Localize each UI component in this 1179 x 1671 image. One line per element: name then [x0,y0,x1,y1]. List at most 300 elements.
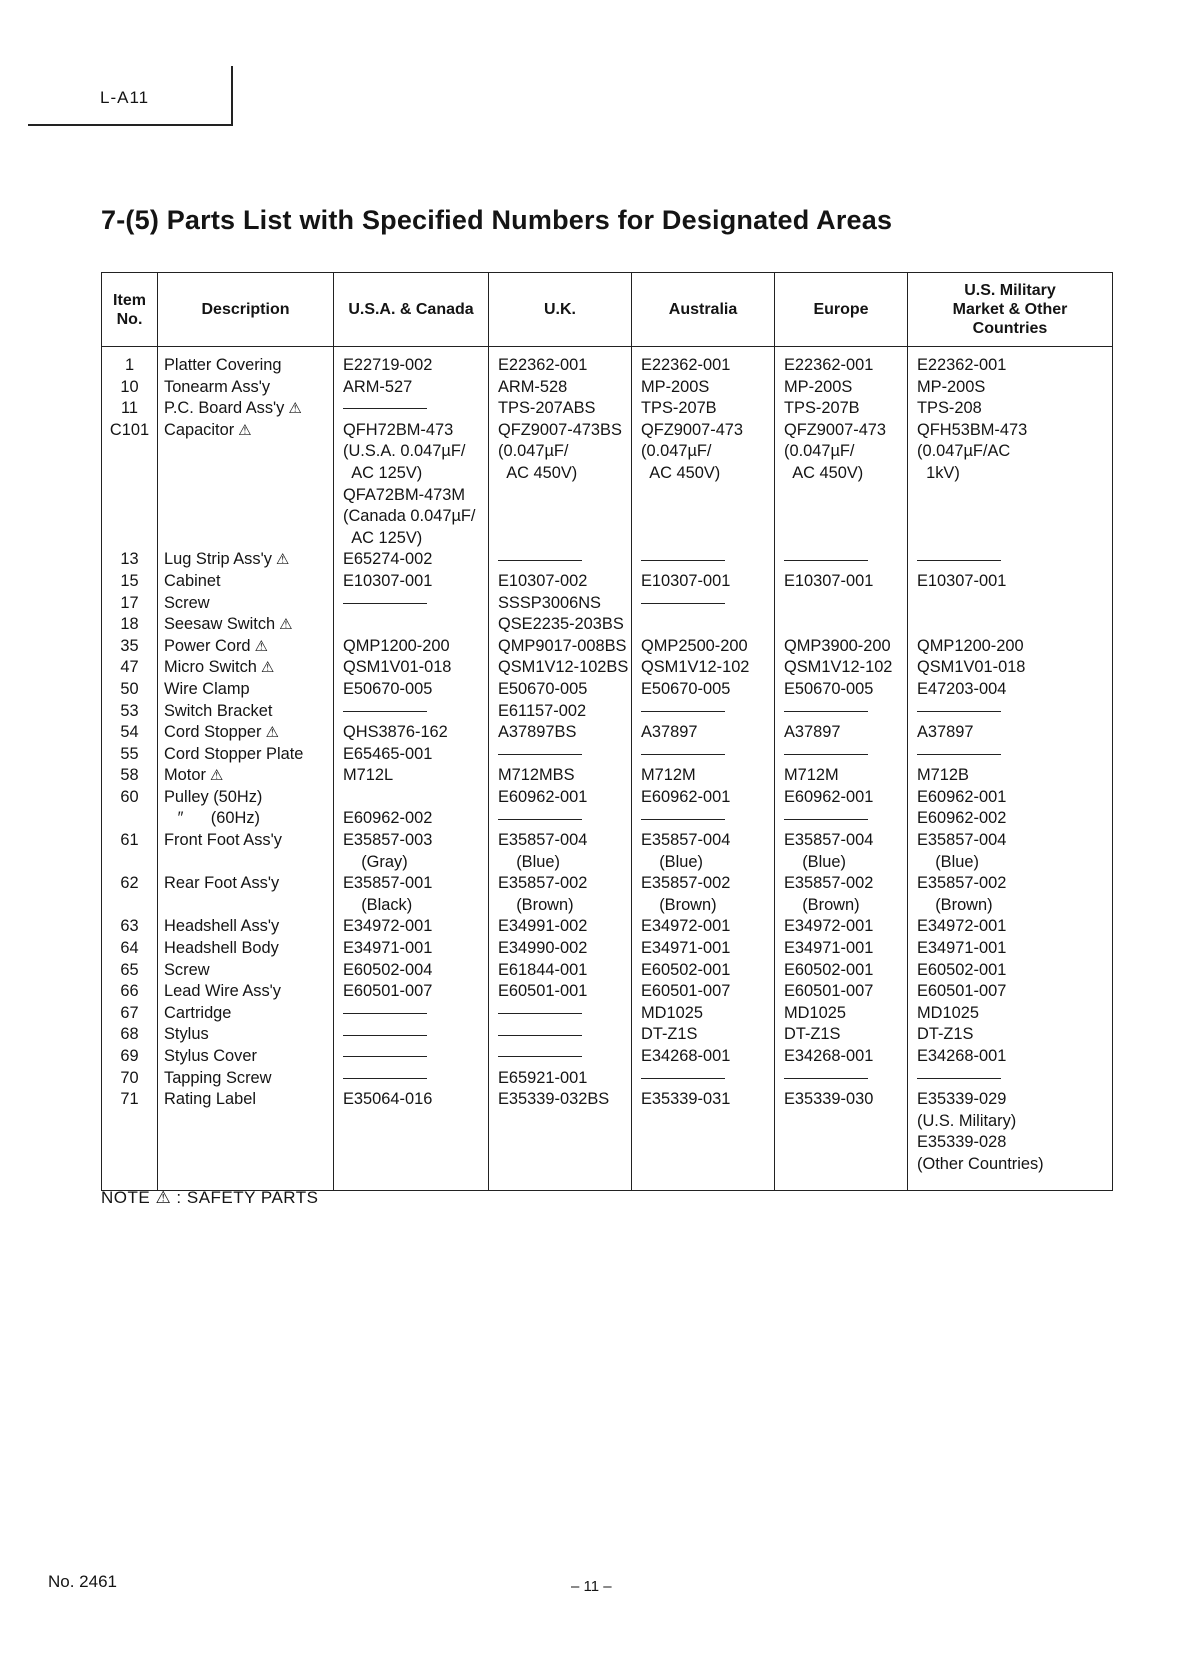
part-number-cell: E60962-002 [917,809,1007,828]
australia-column [632,347,775,1191]
description-cell: Headshell Ass'y [164,917,280,936]
part-number-cell: MD1025 [784,1003,846,1022]
part-number-cell: E35339-032BS [498,1090,610,1109]
not-applicable-dash [908,549,1112,571]
part-number-cell: E35857-002 [917,874,1007,893]
description-cell: Stylus [164,1025,209,1044]
part-number-cell [775,506,907,528]
description-cell: Rear Foot Ass'y [164,874,280,893]
part-number-cell: QSM1V01-018 [917,658,1026,677]
not-applicable-dash [632,808,774,830]
part-number-cell: (Brown) [498,895,574,914]
item-number-cell: 17 [120,593,139,612]
part-number-cell: E34268-001 [784,1047,874,1065]
document-number: No. 2461 [48,1572,117,1591]
part-number-cell: QMP1200-200 [343,636,450,655]
dash-rule [917,754,1001,755]
part-number-cell: E60962-002 [343,809,433,828]
description-cell: Seesaw Switch ⚠ [158,614,333,636]
part-number-cell: MP-200S [917,377,986,396]
part-number-cell: (0.047µF/AC [917,442,1011,461]
not-applicable-dash [632,701,774,723]
dash-rule [641,1078,725,1079]
dash-rule [641,560,725,561]
part-number-cell: E47203-004 [917,679,1007,698]
not-applicable-dash [489,1003,631,1025]
item-number-cell [102,528,157,550]
part-number-cell: E34972-001 [641,917,731,936]
part-number-cell: E50670-005 [498,679,588,698]
item-number-cell: 55 [120,744,139,763]
uk-column [489,347,632,1191]
description-cell: Pulley (50Hz) [164,787,263,806]
header-line: Europe [813,301,869,318]
part-number-cell: E34972-001 [784,917,874,936]
part-number-cell: E35857-002 [641,874,731,893]
description-cell: Micro Switch ⚠ [158,657,333,679]
part-number-cell: E34971-001 [343,939,433,958]
part-number-cell: QSM1V01-018 [343,658,452,677]
part-number-cell [334,614,488,636]
part-number-cell: QFZ9007-473 [641,420,744,439]
part-number-cell: MP-200S [641,377,710,396]
part-number-cell [775,593,907,615]
part-number-cell: (Brown) [641,895,717,914]
part-number-cell [908,528,1112,550]
part-number-cell: QFZ9007-473 [784,420,887,439]
part-number-cell: E35857-002 [784,874,874,893]
description-cell [158,895,333,917]
not-applicable-dash [632,744,774,766]
description-cell: Tonearm Ass'y [164,377,271,396]
part-number-cell: (Brown) [784,895,860,914]
part-number-cell [775,614,907,636]
item-no-column [102,347,158,1191]
description-cell: Platter Covering [164,356,282,374]
part-number-cell: (Blue) [784,852,846,871]
part-number-cell: (Blue) [498,852,560,871]
part-number-cell: E10307-002 [498,571,588,590]
page-number: – 11 – [571,1578,612,1595]
description-cell [158,463,333,485]
item-number-cell: 61 [120,831,139,850]
item-number-cell: 15 [120,571,139,590]
warning-triangle-icon: ⚠ [254,637,268,655]
not-applicable-dash [489,744,631,766]
header-description [158,273,334,347]
dash-rule [641,603,725,604]
part-number-cell [334,787,488,809]
not-applicable-dash [334,593,488,615]
description-column [158,347,334,1191]
part-number-cell: E10307-001 [917,571,1007,590]
item-number-cell: 60 [120,787,139,806]
item-number-cell: 50 [120,679,139,698]
part-number-cell: TPS-207B [784,399,860,418]
part-number-cell: MD1025 [917,1003,979,1022]
header-line: Item [113,291,146,309]
header-item-no [102,273,158,347]
warning-triangle-icon: ⚠ [288,400,302,418]
header-line: Description [201,301,290,318]
part-number-cell: QMP9017-008BS [498,636,627,655]
part-number-cell: E22362-001 [641,356,731,374]
part-number-cell [908,485,1112,507]
part-number-cell: E35857-001 [343,874,433,893]
dash-rule [917,1078,1001,1079]
description-cell: Stylus Cover [164,1047,257,1065]
header-row [102,273,1113,347]
part-number-cell: E34971-001 [784,939,874,958]
part-number-cell: QMP3900-200 [784,636,891,655]
part-number-cell: TPS-207B [641,399,717,418]
part-number-cell: (U.S. Military) [917,1111,1017,1130]
part-number-cell: (0.047µF/ [641,442,712,461]
description-cell: Tapping Screw [164,1068,272,1087]
description-cell: Headshell Body [164,939,279,958]
part-number-cell: E35064-016 [343,1090,433,1109]
part-number-cell: (Canada 0.047µF/ [343,507,476,526]
item-number-cell: 63 [120,917,139,936]
usa-canada-column [334,347,489,1191]
part-number-cell: (Gray) [343,852,408,871]
dash-rule [343,1013,427,1014]
part-number-cell: (Blue) [917,852,979,871]
part-number-cell: E60501-007 [343,982,433,1001]
part-number-cell: (Black) [343,895,413,914]
item-number-cell: 70 [120,1068,139,1087]
item-number-cell: 68 [120,1025,139,1044]
item-number-cell [102,463,157,485]
part-number-cell: E60501-007 [784,982,874,1001]
part-number-cell [908,593,1112,615]
part-number-cell [489,528,631,550]
dash-rule [498,1056,582,1057]
part-number-cell: E22719-002 [343,356,433,374]
part-number-cell: E34972-001 [917,917,1007,936]
dash-rule [917,711,1001,712]
not-applicable-dash [334,1024,488,1046]
description-cell: Lead Wire Ass'y [164,982,281,1001]
part-number-cell [775,528,907,550]
part-number-cell: M712M [784,766,839,785]
not-applicable-dash [334,1046,488,1068]
description-cell: Switch Bracket [164,701,273,720]
part-number-cell [632,528,774,550]
not-applicable-dash [489,549,631,571]
item-number-cell: 47 [120,658,139,677]
dash-rule [498,1035,582,1036]
part-number-cell [632,506,774,528]
part-number-cell: E65274-002 [343,550,433,569]
part-number-cell: E60962-001 [641,787,731,806]
part-number-cell: (0.047µF/ [498,442,569,461]
header-europe [775,273,908,347]
dash-rule [343,1056,427,1057]
part-number-cell: E61844-001 [498,960,588,979]
dash-rule [784,560,868,561]
part-number-cell: M712L [343,766,394,785]
warning-triangle-icon: ⚠ [238,421,252,439]
part-number-cell: QSM1V12-102 [641,658,750,677]
dash-rule [343,1035,427,1036]
part-number-cell: (Blue) [641,852,703,871]
item-number-cell: 11 [120,399,138,418]
table-body-row [102,347,1113,1191]
part-number-cell: E35339-031 [641,1090,731,1109]
description-cell: Screw [164,960,210,979]
part-number-cell: MP-200S [784,377,853,396]
part-number-cell: AC 125V) [343,463,423,482]
header-line: U.S.A. & Canada [348,301,474,318]
part-number-cell: QMP2500-200 [641,636,748,655]
description-cell [158,485,333,507]
dash-rule [498,819,582,820]
part-number-cell: E35857-004 [917,831,1007,850]
part-number-cell: E60962-001 [498,787,588,806]
dash-rule [784,711,868,712]
item-number-cell: 69 [120,1047,139,1065]
part-number-cell: QHS3876-162 [343,723,448,742]
not-applicable-dash [908,744,1112,766]
dash-rule [784,1078,868,1079]
part-number-cell: E60502-004 [343,960,433,979]
description-cell: Wire Clamp [164,679,250,698]
part-number-cell: QSE2235-203BS [498,615,624,634]
item-number-cell [102,506,157,528]
part-number-cell: E34971-001 [917,939,1007,958]
not-applicable-dash [632,1068,774,1090]
part-number-cell: A37897BS [498,723,577,742]
item-number-cell: 66 [120,982,139,1001]
not-applicable-dash [775,808,907,830]
header-line: U.S. Military [964,282,1056,299]
warning-triangle-icon: ⚠ [209,767,224,785]
item-number-cell: 35 [120,636,139,655]
parts-table [101,272,1113,1191]
description-cell [158,528,333,550]
item-number-cell: 13 [120,550,139,569]
part-number-cell: A37897 [917,723,974,742]
part-number-cell: E10307-001 [784,571,874,590]
part-number-cell: E22362-001 [784,356,874,374]
part-number-cell: A37897 [641,723,698,742]
item-number-cell [102,895,157,917]
part-number-cell: E50670-005 [343,679,433,698]
description-cell [158,441,333,463]
part-number-cell: AC 125V) [343,528,423,547]
not-applicable-dash [489,1024,631,1046]
us-military-column [908,347,1113,1191]
part-number-cell: (U.S.A. 0.047µF/ [343,442,466,461]
part-number-cell: E35339-029 [917,1090,1007,1109]
dash-rule [917,560,1001,561]
part-number-cell: MD1025 [641,1003,703,1022]
part-number-cell: AC 450V) [498,463,578,482]
part-number-cell: E35857-004 [641,831,731,850]
dash-rule [641,711,725,712]
dash-rule [498,560,582,561]
item-number-cell: 58 [120,766,139,785]
header-line: No. [116,310,143,328]
description-cell: P.C. Board Ass'y ⚠ [158,398,333,420]
part-number-cell: E50670-005 [784,679,874,698]
part-number-cell: E60501-007 [917,982,1007,1001]
part-number-cell: E65921-001 [498,1068,588,1087]
dash-rule [784,754,868,755]
description-cell: Cabinet [164,571,221,590]
warning-triangle-icon: ⚠ [260,659,275,677]
part-number-cell: (Brown) [917,895,993,914]
part-number-cell: E22362-001 [498,356,588,374]
header-us-military [908,273,1113,347]
part-number-cell: TPS-208 [917,399,982,418]
part-number-cell: E60502-001 [917,960,1007,979]
item-number-cell: 71 [120,1090,139,1109]
header-australia [632,273,775,347]
part-number-cell: AC 450V) [641,463,721,482]
part-number-cell: E34972-001 [343,917,433,936]
part-number-cell: E34971-001 [641,939,731,958]
part-number-cell: E35857-004 [498,831,588,850]
part-number-cell: QSM1V12-102 [784,658,893,677]
part-number-cell: QMP1200-200 [917,636,1024,655]
not-applicable-dash [489,808,631,830]
part-number-cell: E35857-002 [498,874,588,893]
part-number-cell: E60962-001 [917,787,1007,806]
part-number-cell: (0.047µF/ [784,442,855,461]
header-line: Australia [668,301,738,318]
item-number-cell: 53 [120,701,139,720]
item-number-cell: C101 [109,420,150,439]
not-applicable-dash [775,1068,907,1090]
dash-rule [498,1013,582,1014]
part-number-cell: QFH53BM-473 [917,420,1028,439]
description-cell: Screw [164,593,210,612]
item-number-cell [102,852,157,874]
part-number-cell: SSSP3006NS [498,593,601,612]
part-number-cell: E35339-030 [784,1090,874,1109]
part-number-cell [908,506,1112,528]
header-uk [489,273,632,347]
item-number-cell: 64 [120,939,139,958]
not-applicable-dash [908,701,1112,723]
header-tab [28,66,233,126]
dash-rule [343,711,427,712]
part-number-cell: A37897 [784,723,841,742]
not-applicable-dash [775,549,907,571]
not-applicable-dash [775,701,907,723]
dash-rule [343,603,427,604]
not-applicable-dash [489,1046,631,1068]
not-applicable-dash [632,593,774,615]
part-number-cell: E34268-001 [641,1047,731,1065]
item-number-cell [102,441,157,463]
part-number-cell: E60501-001 [498,982,588,1001]
part-number-cell: DT-Z1S [784,1025,841,1044]
part-number-cell: QFA72BM-473M [343,485,466,504]
description-cell: Cartridge [164,1003,232,1022]
description-cell: Rating Label [164,1090,257,1109]
description-cell [158,506,333,528]
header-line: U.K. [544,301,576,318]
part-number-cell [775,485,907,507]
part-number-cell: E35857-004 [784,831,874,850]
description-cell: Power Cord ⚠ [158,636,333,658]
dash-rule [641,754,725,755]
part-number-cell: E34268-001 [917,1047,1007,1065]
part-number-cell: E10307-001 [641,571,731,590]
part-number-cell: E35857-003 [343,831,433,850]
item-number-cell: 67 [120,1003,139,1022]
europe-column [775,347,908,1191]
part-number-cell: E22362-001 [917,356,1007,374]
dash-rule [784,819,868,820]
not-applicable-dash [632,549,774,571]
description-cell: ″ (60Hz) [164,809,260,828]
warning-triangle-icon: ⚠ [279,616,293,634]
part-number-cell: E61157-002 [498,701,587,720]
part-number-cell: TPS-207ABS [498,399,596,418]
item-number-cell: 10 [120,377,139,396]
header-line: Countries [972,320,1048,337]
safety-note: NOTE ⚠ : SAFETY PARTS [101,1188,319,1207]
not-applicable-dash [334,398,488,420]
dash-rule [343,1078,427,1079]
header-usa-canada [334,273,489,347]
part-number-cell: E35339-028 [917,1133,1007,1152]
item-number-cell [102,808,157,830]
item-number-cell: 65 [120,960,139,979]
warning-triangle-icon: ⚠ [275,551,290,569]
part-number-cell: E60962-001 [784,787,874,806]
not-applicable-dash [334,1068,488,1090]
part-number-cell: QSM1V12-102BS [498,658,629,677]
tab-label: L-A11 [100,88,150,107]
description-cell: Cord Stopper Plate [164,744,304,763]
dash-rule [641,819,725,820]
part-number-cell: DT-Z1S [641,1025,698,1044]
dash-rule [498,754,582,755]
part-number-cell: QFH72BM-473 [343,420,454,439]
part-number-cell [908,614,1112,636]
part-number-cell: DT-Z1S [917,1025,974,1044]
item-number-cell: 1 [124,356,135,374]
description-cell: Lug Strip Ass'y ⚠ [158,549,333,571]
part-number-cell: E10307-001 [343,571,433,590]
description-cell: Motor ⚠ [158,765,333,787]
dash-rule [343,408,427,409]
item-number-cell: 54 [120,723,139,742]
item-number-cell: 18 [120,615,139,634]
part-number-cell: E50670-005 [641,679,731,698]
part-number-cell: ARM-528 [498,377,568,396]
part-number-cell [489,485,631,507]
header-line: Market & Other [952,301,1068,318]
part-number-cell: E65465-001 [343,744,433,763]
description-cell [158,852,333,874]
not-applicable-dash [334,701,488,723]
part-number-cell: ARM-527 [343,377,413,396]
part-number-cell: M712B [917,766,969,785]
part-number-cell: QFZ9007-473BS [498,420,622,439]
section-title: 7-(5) Parts List with Specified Numbers for Designated Areas [101,205,893,235]
part-number-cell: E60502-001 [641,960,731,979]
part-number-cell: 1kV) [917,463,960,482]
part-number-cell: E60502-001 [784,960,874,979]
part-number-cell [632,614,774,636]
part-number-cell: E60501-007 [641,982,731,1001]
